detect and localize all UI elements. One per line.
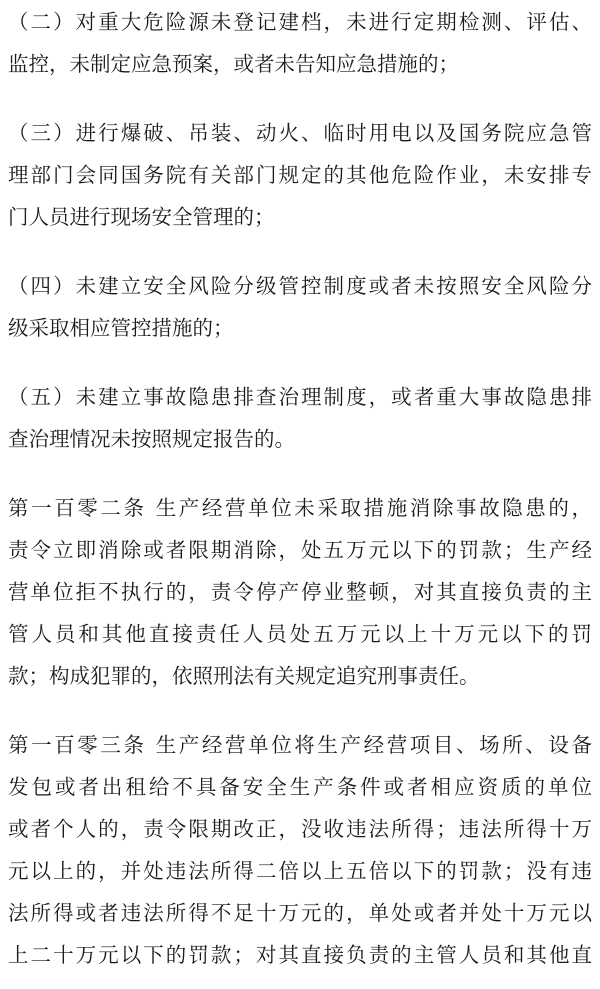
paragraph-item-4 xyxy=(0,265,600,349)
text-line: 上二十万元以下的罚款；对其直接负责的主管人员和其他直 xyxy=(8,943,592,967)
text-line: 管人员和其他直接责任人员处五万元以上十万元以下的罚 xyxy=(8,622,592,646)
paragraph-article-103 xyxy=(0,724,600,976)
text-line: （四）未建立安全风险分级管控制度或者未按照安全风险分 xyxy=(8,274,592,298)
text-line: 监控，未制定应急预案，或者未告知应急措施的； xyxy=(8,52,459,76)
paragraph-article-102 xyxy=(0,487,600,697)
text-line: 元以上的，并处违法所得二倍以上五倍以下的罚款；没有违 xyxy=(8,859,592,883)
paragraph-item-5 xyxy=(0,376,600,460)
text-line: 发包或者出租给不具备安全生产条件或者相应资质的单位 xyxy=(8,775,592,799)
text-line: 级采取相应管控措施的； xyxy=(8,316,234,340)
text-line: 营单位拒不执行的，责令停产停业整顿，对其直接负责的主 xyxy=(8,580,592,604)
text-line: 查治理情况未按照规定报告的。 xyxy=(8,427,295,451)
text-line: 理部门会同国务院有关部门规定的其他危险作业，未安排专 xyxy=(8,163,592,187)
text-line: 责令立即消除或者限期消除，处五万元以下的罚款；生产经 xyxy=(8,538,592,562)
text-line: 第一百零三条 生产经营单位将生产经营项目、场所、设备 xyxy=(8,733,592,757)
paragraph-item-2 xyxy=(0,1,600,85)
text-line: 第一百零二条 生产经营单位未采取措施消除事故隐患的， xyxy=(8,496,592,520)
text-line: （五）未建立事故隐患排查治理制度，或者重大事故隐患排 xyxy=(8,385,592,409)
paragraph-item-3 xyxy=(0,112,600,238)
text-line: 门人员进行现场安全管理的； xyxy=(8,205,275,229)
text-line: 法所得或者违法所得不足十万元的，单处或者并处十万元以 xyxy=(8,901,592,925)
text-line: 或者个人的，责令限期改正，没收违法所得；违法所得十万 xyxy=(8,817,592,841)
text-line: 款；构成犯罪的，依照刑法有关规定追究刑事责任。 xyxy=(8,664,480,688)
text-line: （三）进行爆破、吊装、动火、临时用电以及国务院应急管 xyxy=(8,121,592,145)
text-line: （二）对重大危险源未登记建档，未进行定期检测、评估、 xyxy=(8,10,592,34)
